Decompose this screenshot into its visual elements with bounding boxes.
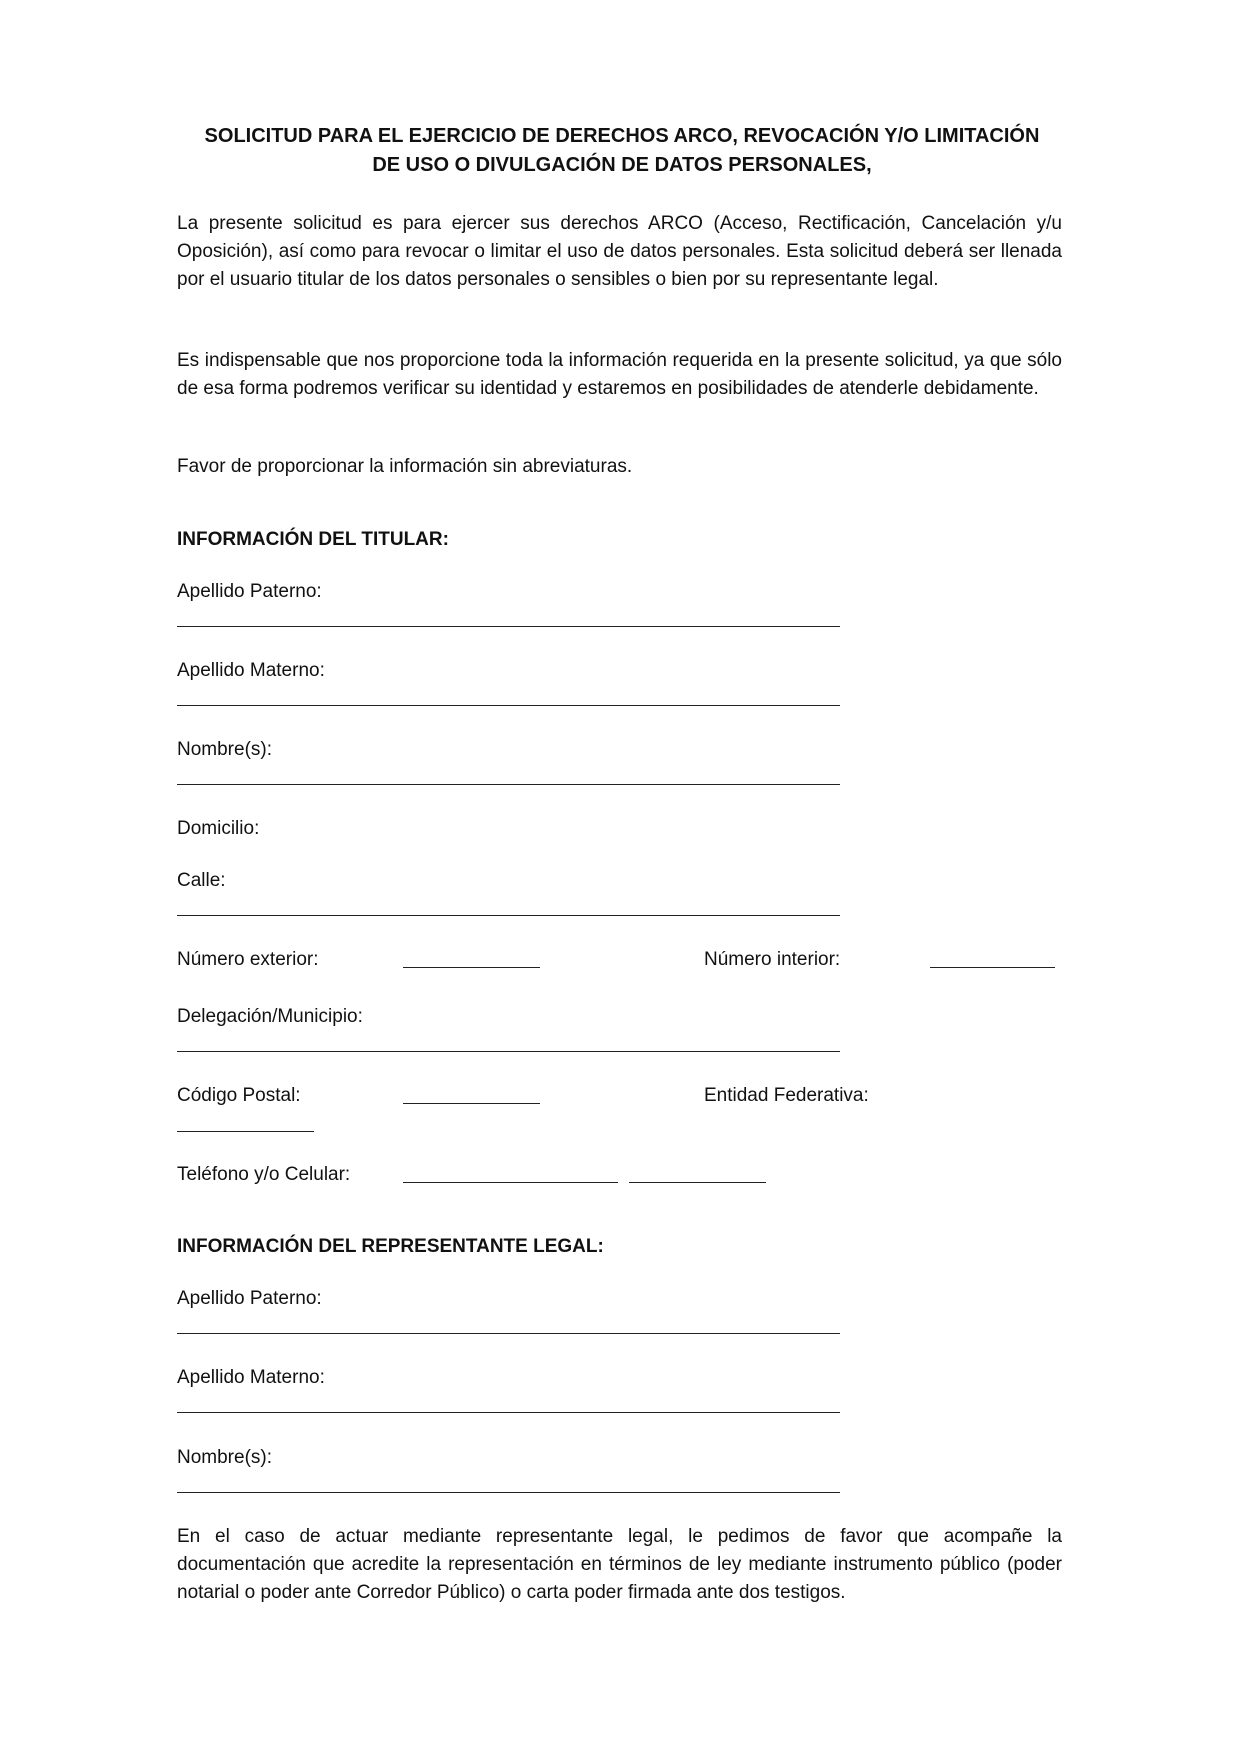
intro-paragraph-3: Favor de proporcionar la información sin abreviaturas. [177, 456, 633, 477]
titular-telefono-field[interactable] [403, 1182, 618, 1183]
titular-delegacion-label: Delegación/Municipio: [177, 1006, 363, 1027]
closing-paragraph: En el caso de actuar mediante representante legal, le pedimos de favor que acompañe la documentación que acredite la representación en términos de ley mediante instrumento público (poder notarial o poder ante Corredor Público) o carta poder firmada ante dos testigos. [177, 1526, 1062, 1603]
titular-nombres-label: Nombre(s): [177, 739, 273, 760]
representante-apellido-paterno-field[interactable] [177, 1333, 840, 1334]
titular-entidad-federativa-label: Entidad Federativa: [704, 1085, 869, 1106]
representante-apellido-paterno-label: Apellido Paterno: [177, 1288, 322, 1309]
titular-numero-interior-label: Número interior: [704, 949, 841, 970]
titular-apellido-paterno-field[interactable] [177, 626, 840, 627]
titular-calle-label: Calle: [177, 870, 226, 891]
titular-apellido-paterno-label: Apellido Paterno: [177, 581, 322, 602]
titular-apellido-materno-label: Apellido Materno: [177, 660, 325, 681]
intro-paragraph-2: Es indispensable que nos proporcione toda la información requerida en la presente solicitud, ya que sólo de esa forma podremos verificar su identidad y estaremos en posibilidades de atenderle debidamente. [177, 350, 1062, 399]
titular-entidad-federativa-field[interactable] [177, 1131, 314, 1132]
document-title [150, 122, 1094, 180]
titular-calle-field[interactable] [177, 915, 840, 916]
title-line-1: SOLICITUD PARA EL EJERCICIO DE DERECHOS ARCO, REVOCACIÓN Y/O LIMITACIÓN [204, 125, 1040, 147]
titular-codigo-postal-field[interactable] [403, 1103, 540, 1104]
titular-numero-exterior-field[interactable] [403, 967, 540, 968]
representante-apellido-materno-field[interactable] [177, 1412, 840, 1413]
representante-nombres-field[interactable] [177, 1492, 840, 1493]
titular-numero-interior-field[interactable] [930, 967, 1055, 968]
representante-section-heading: INFORMACIÓN DEL REPRESENTANTE LEGAL: [177, 1236, 604, 1257]
representante-apellido-materno-label: Apellido Materno: [177, 1367, 325, 1388]
titular-domicilio-label: Domicilio: [177, 818, 260, 839]
intro-paragraph-1: La presente solicitud es para ejercer sus derechos ARCO (Acceso, Rectificación, Cancelación y/u Oposición), así como para revocar o limitar el uso de datos personales. Esta solicitud deberá ser llenada por el usuario titular de los datos personales o sensibles o bien por su representante legal. [177, 213, 1062, 290]
title-line-2: DE USO O DIVULGACIÓN DE DATOS PERSONALES, [372, 154, 872, 176]
titular-numero-exterior-label: Número exterior: [177, 949, 319, 970]
titular-celular-field[interactable] [629, 1182, 766, 1183]
titular-nombres-field[interactable] [177, 784, 840, 785]
titular-apellido-materno-field[interactable] [177, 705, 840, 706]
titular-telefono-label: Teléfono y/o Celular: [177, 1164, 351, 1185]
titular-codigo-postal-label: Código Postal: [177, 1085, 301, 1106]
titular-delegacion-field[interactable] [177, 1051, 840, 1052]
titular-section-heading: INFORMACIÓN DEL TITULAR: [177, 529, 449, 550]
representante-nombres-label: Nombre(s): [177, 1447, 273, 1468]
